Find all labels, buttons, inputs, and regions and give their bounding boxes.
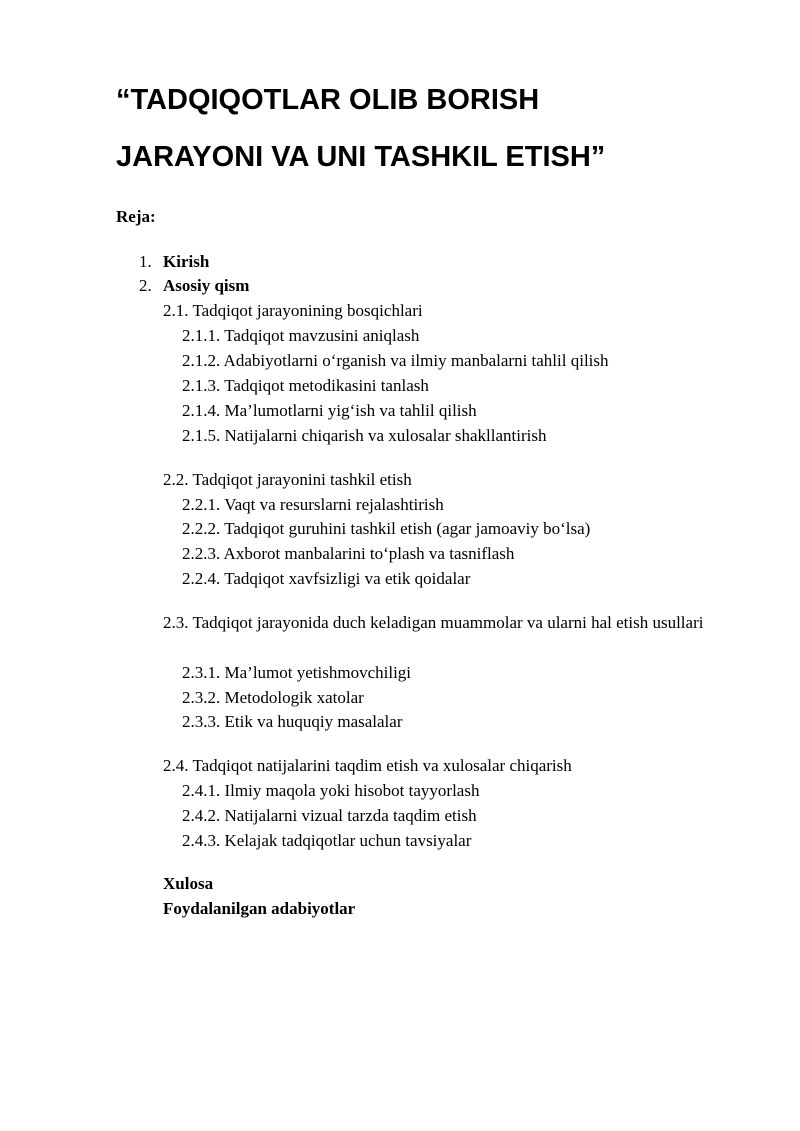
subsection-item: 2.1.5. Natijalarni chiqarish va xulosalar shakllantirish (182, 426, 547, 445)
subsection-item: 2.4.1. Ilmiy maqola yoki hisobot tayyorlash (182, 781, 480, 800)
list-number: 2. (139, 276, 152, 295)
item-introduction: Kirish (163, 252, 210, 271)
document-title (116, 72, 756, 186)
subsection-item: 2.2.1. Vaqt va resurslarni rejalashtirish (182, 495, 444, 514)
section-heading: 2.4. Tadqiqot natijalarini taqdim etish va xulosalar chiqarish (163, 756, 572, 775)
section-heading: 2.2. Tadqiqot jarayonini tashkil etish (163, 470, 412, 489)
item-references: Foydalanilgan adabiyotlar (163, 899, 356, 918)
subsection-item: 2.4.2. Natijalarni vizual tarzda taqdim etish (182, 806, 477, 825)
subsection-item: 2.3.2. Metodologik xatolar (182, 688, 364, 707)
section-heading: 2.1. Tadqiqot jarayonining bosqichlari (163, 301, 423, 320)
item-main-part: Asosiy qism (163, 276, 250, 295)
subsection-item: 2.1.3. Tadqiqot metodikasini tanlash (182, 376, 429, 395)
subsection-item: 2.2.2. Tadqiqot guruhini tashkil etish (agar jamoaviy bo‘lsa) (182, 519, 591, 538)
subsection-item: 2.1.4. Ma’lumotlarni yig‘ish va tahlil qilish (182, 401, 477, 420)
section-heading: 2.3. Tadqiqot jarayonida duch keladigan muammolar va ularni hal etish usullari (163, 613, 704, 632)
subsection-item: 2.1.2. Adabiyotlarni o‘rganish va ilmiy manbalarni tahlil qilish (182, 351, 609, 370)
subsection-item: 2.2.4. Tadqiqot xavfsizligi va etik qoidalar (182, 569, 471, 588)
item-conclusion: Xulosa (163, 874, 214, 893)
subsection-item: 2.2.3. Axborot manbalarini to‘plash va tasniflash (182, 544, 515, 563)
subsection-item: 2.1.1. Tadqiqot mavzusini aniqlash (182, 326, 420, 345)
subsection-item: 2.3.1. Ma’lumot yetishmovchiligi (182, 663, 412, 682)
title-line-1: “TADQIQOTLAR OLIB BORISH (116, 84, 540, 116)
plan-label: Reja: (116, 207, 156, 226)
subsection-item: 2.4.3. Kelajak tadqiqotlar uchun tavsiyalar (182, 831, 472, 850)
list-number: 1. (139, 252, 152, 271)
title-line-2: JARAYONI VA UNI TASHKIL ETISH” (116, 141, 606, 173)
subsection-item: 2.3.3. Etik va huquqiy masalalar (182, 712, 403, 731)
